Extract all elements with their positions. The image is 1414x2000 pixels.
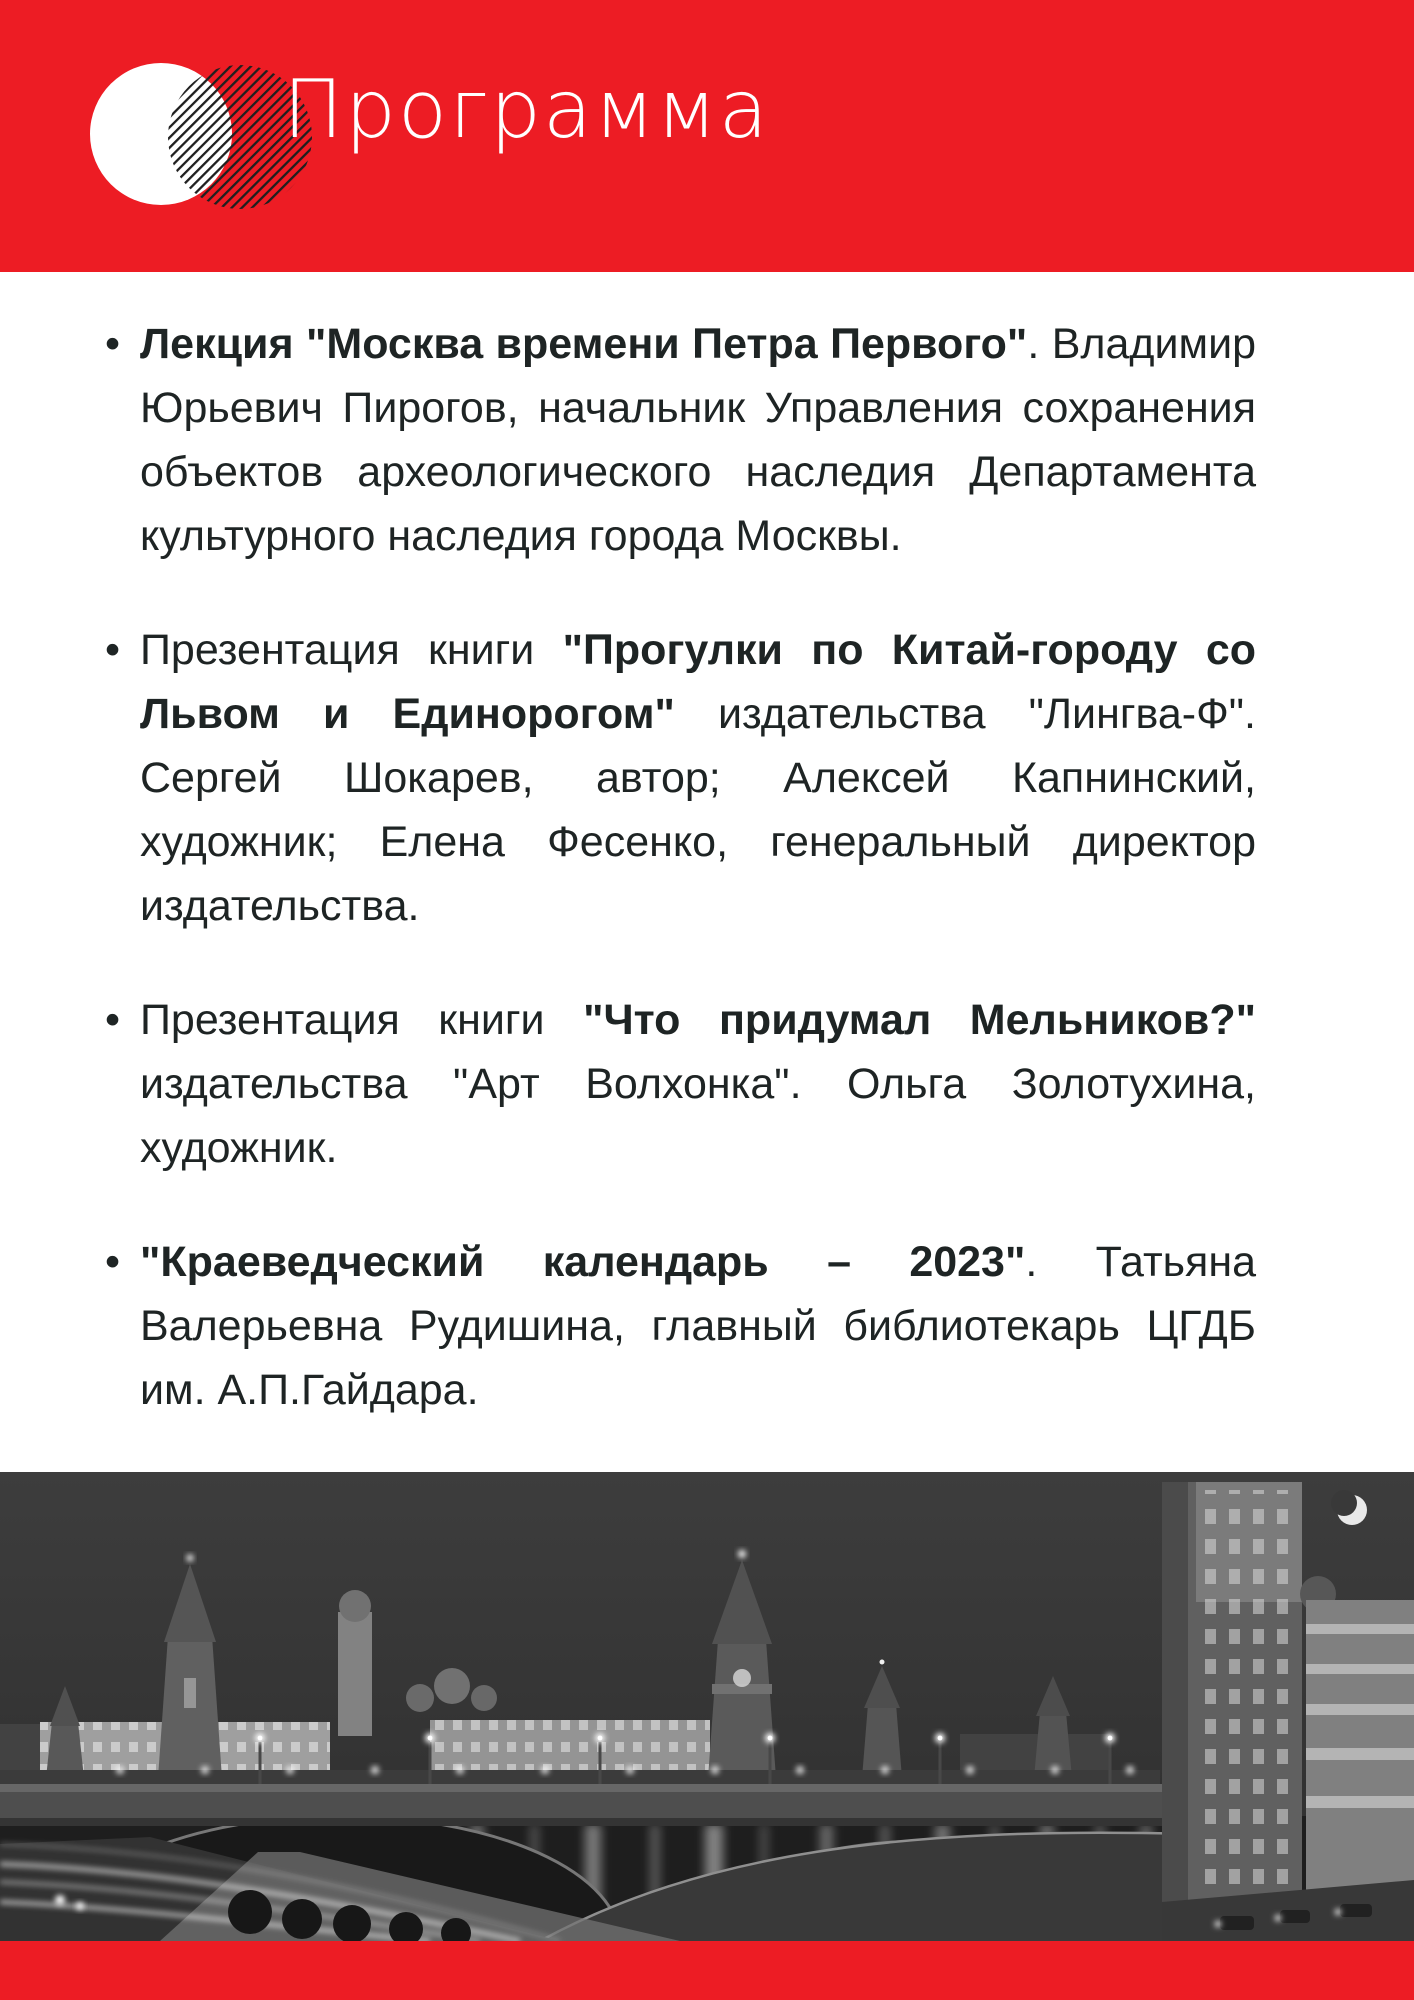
list-item xyxy=(105,618,1257,938)
bullet-icon: • xyxy=(105,626,121,674)
list-item-text: "Краеведческий календарь – 2023". Татьяна Валерьевна Рудишина, главный библиотекарь ЦГДБ им. А.П.Гайдара. xyxy=(140,1238,1257,1414)
header-banner xyxy=(0,0,1414,272)
footer-band xyxy=(0,1941,1414,2000)
list-item-text: Лекция "Москва времени Петра Первого". Владимир Юрьевич Пирогов, начальник Управления сохранения объектов археологического наследия Департамента культурного наследия города Москвы. xyxy=(140,320,1257,560)
bullet-icon: • xyxy=(105,1238,121,1286)
list-item xyxy=(105,1230,1257,1422)
bullet-icon: • xyxy=(105,320,121,368)
photo-fade-overlay xyxy=(0,1472,1414,1941)
program-section xyxy=(0,272,1414,1472)
program-list xyxy=(105,312,1257,1422)
list-item-text: Презентация книги "Что придумал Мельников?" издательства "Арт Волхонка". Ольга Золотухина, художник. xyxy=(140,996,1256,1172)
bullet-icon: • xyxy=(105,996,121,1044)
list-item xyxy=(105,988,1256,1180)
list-item-text: Презентация книги "Прогулки по Китай-городу со Львом и Единорогом" издательства "Лингва-Ф". Сергей Шокарев, автор; Алексей Капнинский, художник; Елена Фесенко, генеральный директор издательства. xyxy=(140,626,1257,930)
list-item xyxy=(105,312,1257,568)
moscow-night-photo xyxy=(0,1472,1414,1941)
page-title: Программа xyxy=(283,63,770,156)
